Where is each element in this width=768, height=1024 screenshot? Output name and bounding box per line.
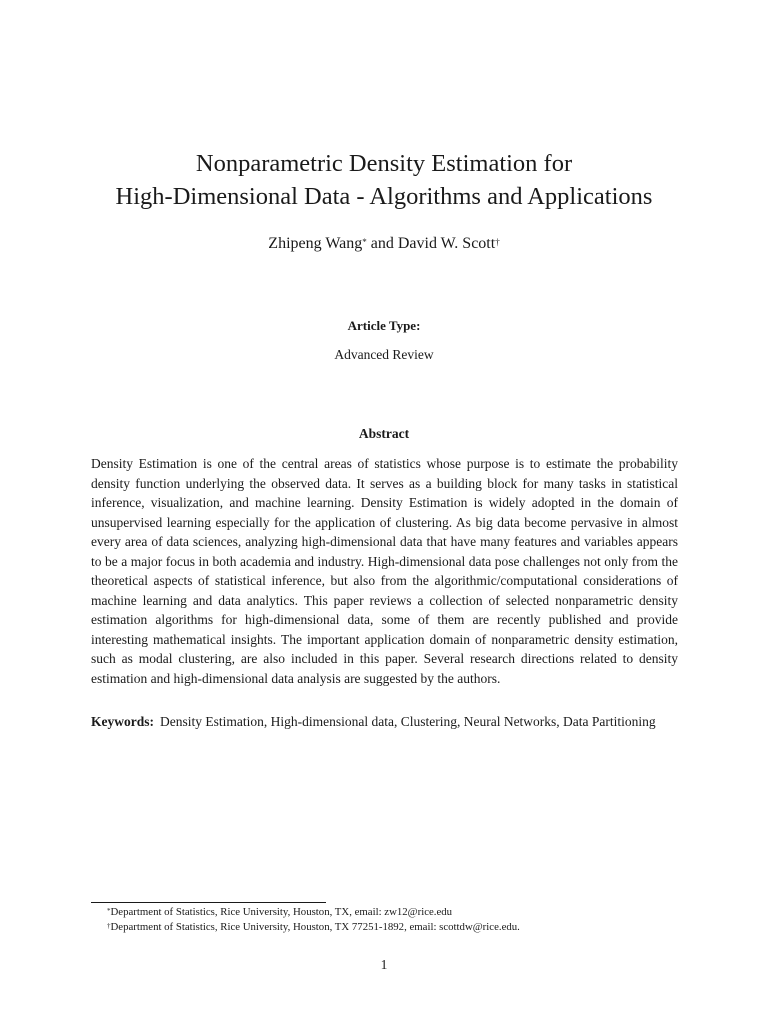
keywords-paragraph [91,712,678,732]
footnotes [107,905,667,935]
page-number: 1 [380,957,388,972]
author-2-name: David W. Scott [397,235,496,252]
author-1-footnote-mark: * [362,237,367,247]
article-type-value: Advanced Review [334,347,434,362]
paper-title [0,147,768,213]
footnote-2-text: Department of Statistics, Rice University, Houston, TX 77251-1892, email: scottdw@rice.edu. [110,921,520,933]
keywords-label: Keywords: [91,714,154,729]
footnote-rule [91,902,326,903]
abstract-heading: Abstract [358,426,410,441]
article-type-label: Article Type: [347,318,421,333]
footnote-1-mark: * [107,907,111,915]
footnote-2-mark: † [107,922,111,930]
author-line [0,234,768,254]
footnote-1-text: Department of Statistics, Rice University, Houston, TX, email: zw12@rice.edu [110,906,453,918]
author-2-footnote-mark: † [495,237,500,247]
author-1-name: Zhipeng Wang [268,235,363,252]
title-line-2: High-Dimensional Data - Algorithms and Applications [115,183,653,210]
author-conjunction: and [366,235,398,252]
keywords-text: Density Estimation, High-dimensional data, Clustering, Neural Networks, Data Partitioning [160,714,656,729]
footnote-2 [107,920,667,935]
footnote-1 [107,905,667,920]
abstract-text: Density Estimation is one of the central areas of statistics whose purpose is to estimate the probability density function underlying the observed data. It serves as a building block for many tasks in statistical inference, visualization, and machine learning. Density Estimation is widely adopted in the domain of unsupervised learning especially for the application of clustering. As big data become pervasive in almost every area of data sciences, analyzing high-dimensional data that have many features and variables appears to be a major focus in both academia and industry. High-dimensional data pose challenges not only from the theoretical aspects of statistical inference, but also from the algorithmic/computational considerations of machine learning and data analytics. This paper reviews a collection of selected nonparametric density estimation algorithms for high-dimensional data, some of them are recently published and provide interesting mathematical insights. The important application domain of nonparametric density estimation, such as modal clustering, are also included in this paper. Several research directions related to density estimation and high-dimensional data analysis are suggested by the authors. [91,456,678,686]
title-line-1: Nonparametric Density Estimation for [195,150,573,177]
